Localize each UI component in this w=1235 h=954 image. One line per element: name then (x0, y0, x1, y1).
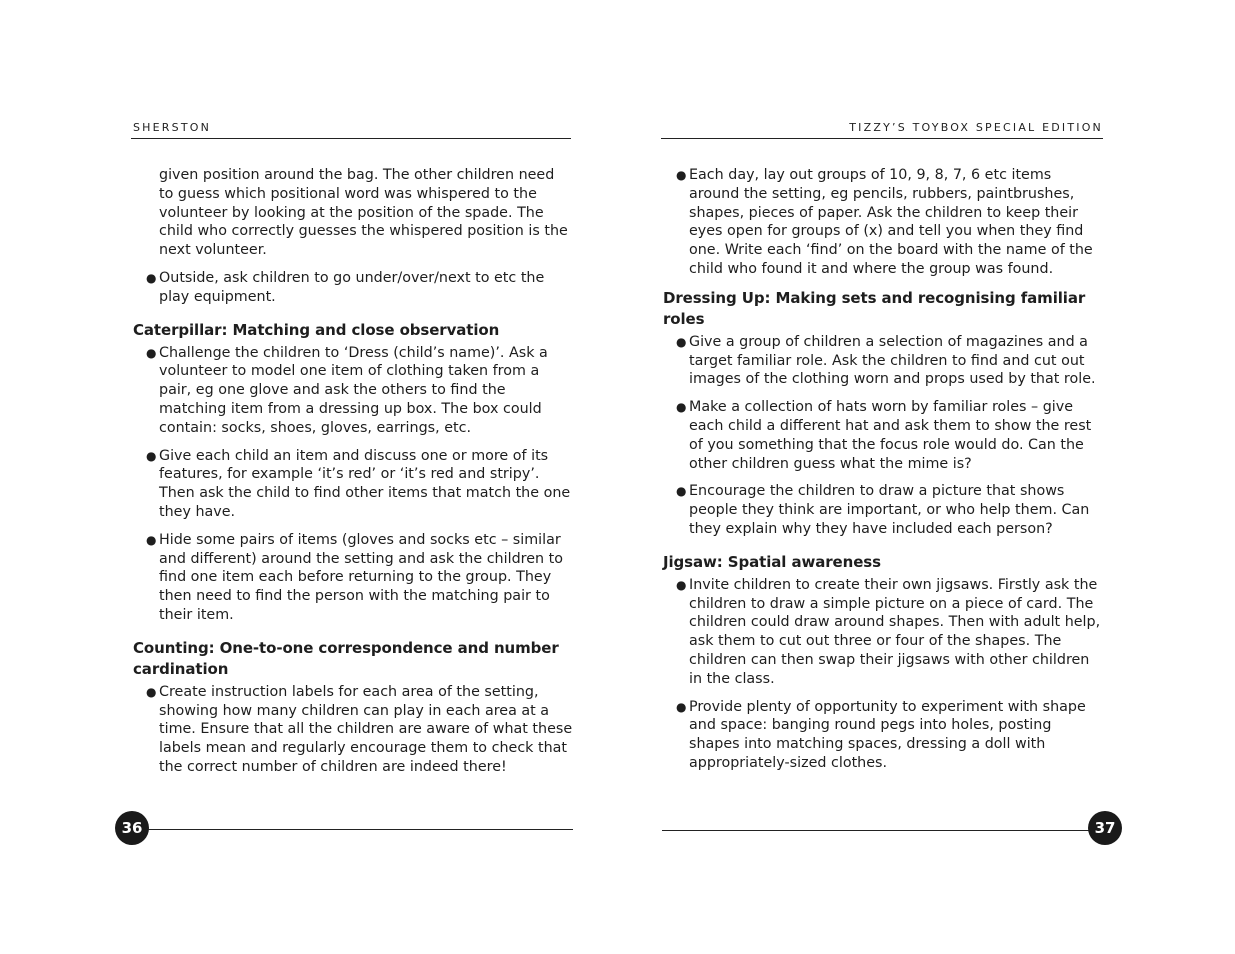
list-item: ● Make a collection of hats worn by familiar roles – give each child a different hat and ask them to show the rest of you something that the focus role would do. Can the other children guess what the mime is? (676, 399, 1092, 472)
running-head-left: SHERSTON (133, 121, 212, 134)
section-heading: Dressing Up: Making sets and recognising familiar roles (663, 288, 1086, 328)
bullet-icon: ● (676, 484, 687, 499)
footer-rule-right (662, 830, 1090, 831)
section-heading: Jigsaw: Spatial awareness (663, 552, 881, 571)
list-item: ● Give each child an item and discuss one or more of its features, for example ‘it’s red’ or ‘it’s red and stripy’. Then ask the child to find other items that match the one they have. (146, 447, 571, 520)
right-column (663, 166, 1105, 782)
bullet-icon: ● (146, 448, 157, 463)
bullet-icon: ● (676, 168, 687, 182)
right-page (617, 0, 1235, 954)
footer-rule-left (148, 829, 573, 830)
list-item: ● Give a group of children a selection of magazines and a target familiar role. Ask the children to find and cut out images of the clothing worn and props used by that role. (676, 333, 1096, 388)
bullet-icon: ● (146, 270, 157, 285)
list-item: ● Create instruction labels for each area of the setting, showing how many children can play in each area at a time. Ensure that all the children are aware of what these labels mean and regularly encourage them to check that the correct number of children are indeed there! (146, 683, 573, 775)
continued-paragraph: given position around the bag. The other children need to guess which positional word was whispered to the volunteer by looking at the position of the spade. The child who correctly guesses the whispered position is the next volunteer. (159, 167, 568, 259)
page-number-left: 36 (115, 811, 149, 845)
bullet-icon: ● (676, 400, 687, 415)
page-number-right: 37 (1088, 811, 1122, 845)
section-heading: Counting: One-to-one correspondence and number cardination (133, 638, 559, 678)
header-rule-left (131, 138, 571, 139)
list-item: ● Encourage the children to draw a picture that shows people they think are important, or who help them. Can they explain why they have included each person? (676, 483, 1090, 537)
left-column (133, 166, 573, 786)
bullet-icon: ● (146, 532, 157, 547)
bullet-icon: ● (146, 345, 157, 360)
list-item: ● Each day, lay out groups of 10, 9, 8, 7, 6 etc items around the setting, eg pencils, rubbers, paintbrushes, shapes, pieces of paper. Ask the children to keep their eyes open for groups of (x) and tell you when they find one. Write each ‘find’ on the board with the name of the child who found it and where the group was found. (676, 167, 1093, 277)
list-item: ● Challenge the children to ‘Dress (child’s name)’. Ask a volunteer to model one item of clothing taken from a pair, eg one glove and ask the others to find the matching item from a dressing up box. The box could contain: socks, shoes, gloves, earrings, etc. (146, 344, 548, 436)
section-heading: Caterpillar: Matching and close observation (133, 320, 500, 339)
list-item: ● Invite children to create their own jigsaws. Firstly ask the children to draw a simple picture on a piece of card. The children could draw around shapes. Then with adult help, ask them to cut out three or four of the shapes. The children can then swap their jigsaws with other children in the class. (676, 576, 1101, 687)
list-item: ● Outside, ask children to go under/over/next to etc the play equipment. (146, 269, 545, 305)
running-head-right: TIZZY’S TOYBOX SPECIAL EDITION (849, 121, 1103, 134)
bullet-icon: ● (146, 684, 157, 699)
left-page (0, 0, 617, 954)
list-item: ● Provide plenty of opportunity to experiment with shape and space: banging round pegs into holes, posting shapes into matching spaces, dressing a doll with appropriately-sized clothes. (676, 698, 1086, 771)
bullet-icon: ● (676, 699, 687, 714)
header-rule-right (661, 138, 1103, 139)
list-item: ● Hide some pairs of items (gloves and socks etc – similar and different) around the setting and ask the children to find one item each before returning to the group. They then need to find the person with the matching pair to their item. (146, 531, 563, 623)
bullet-icon: ● (676, 577, 687, 592)
bullet-icon: ● (676, 334, 687, 349)
